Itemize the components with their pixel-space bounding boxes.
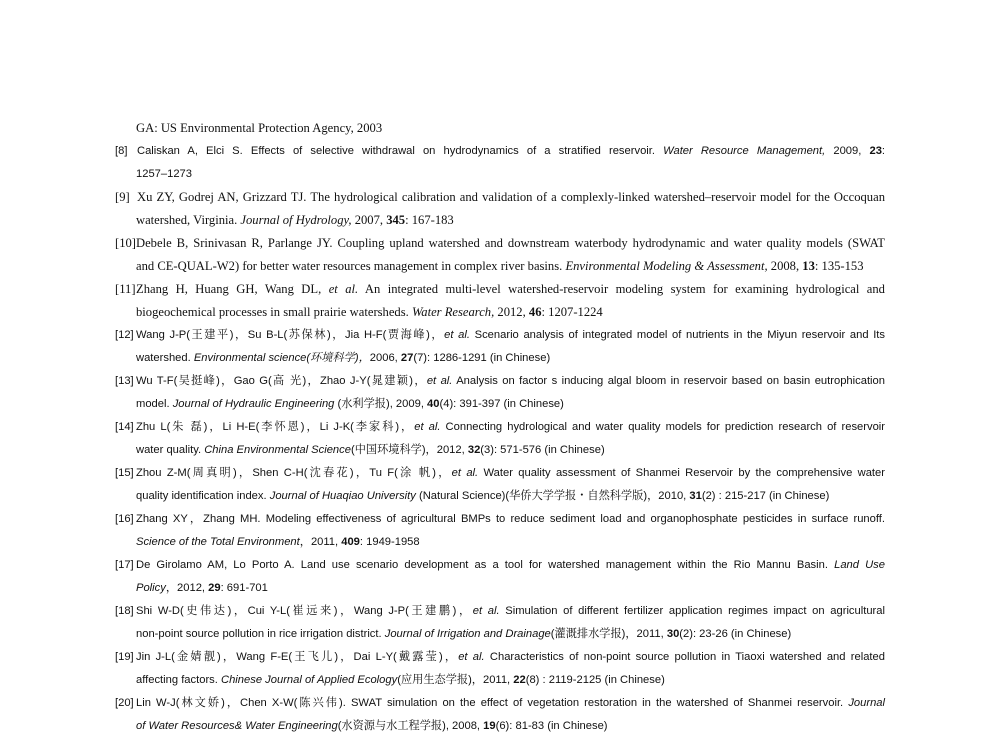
reference-17-line2: Policy，2012, 29: 691-701	[136, 582, 268, 594]
reference-13-line2: model. Journal of Hydraulic Engineering (水利学报), 2009, 40(4): 391-397 (in Chinese)	[136, 398, 564, 410]
reference-8: [8] Caliskan A, Elci S. Effects of selective withdrawal on hydrodynamics of a stratified reservoir. Water Resource Management, 2009, 23:	[115, 145, 886, 157]
reference-11: [11]Zhang H, Huang GH, Wang DL, et al. An integrated multi-level watershed-reservoir modeling system for examining hydrological and	[115, 282, 885, 296]
reference-10-line2: and CE-QUAL-W2) for better water resources management in complex river basins. Environmental Modeling & Assessment, 2008, 13: 135-153	[136, 259, 864, 273]
reference-12: [12] Wang J-P(王建平)，Su B-L(苏保林)，Jia H-F(贾海峰)，et al. Scenario analysis of integrated model of nutrients in the Miyun reservoir and Its	[115, 329, 886, 341]
reference-8-line2: 1257–1273	[136, 168, 192, 180]
reference-9: [9] Xu ZY, Godrej AN, Grizzard TJ. The hydrological calibration and validation of a complexly-linked watershed–reservoir model for the Occoquan	[115, 190, 885, 204]
reference-10: [10]Debele B, Srinivasan R, Parlange JY. Coupling upland watershed and downstream waterbody hydrodynamic and water quality models (SWAT	[115, 236, 885, 250]
reference-16: [16] Zhang XY，Zhang MH. Modeling effectiveness of agricultural BMPs to reduce sediment load and organophosphate pesticides in surface runoff.	[115, 513, 885, 525]
reference-11-line2: biogeochemical processes in small prairie watersheds. Water Research, 2012, 46: 1207-1224	[136, 305, 603, 319]
reference-18-line2: non-point source pollution in rice irrigation district. Journal of Irrigation and Drainage(灌溉排水学报)，2011, 30(2): 23-26 (in Chinese)	[136, 628, 792, 640]
reference-14-line2: water quality. China Environmental Science(中国环境科学)，2012, 32(3): 571-576 (in Chinese)	[136, 444, 605, 456]
reference-20-line2: of Water Resources& Water Engineering(水资源与水工程学报), 2008, 19(6): 81-83 (in Chinese)	[136, 720, 608, 732]
reference-15: [15] Zhou Z-M(周真明)，Shen C-H(沈春花)，Tu F(涂 帆)，et al. Water quality assessment of Shanmei Reservoir by the comprehensive water	[115, 467, 885, 479]
reference-19: [19] Jin J-L(金婧靓)，Wang F-E(王飞儿)，Dai L-Y(戴露莹)，et al. Characteristics of non-point source pollution in Tiaoxi watershed and related	[115, 651, 885, 663]
reference-19-line2: affecting factors. Chinese Journal of Applied Ecology(应用生态学报)，2011, 22(8) : 2119-2125 (in Chinese)	[136, 674, 665, 686]
reference-7-continuation: GA: US Environmental Protection Agency, 2003	[136, 121, 383, 135]
reference-17: [17] De Girolamo AM, Lo Porto A. Land use scenario development as a tool for watershed management within the Rio Mannu Basin. Land Use	[115, 559, 885, 571]
reference-18: [18] Shi W-D(史伟达)，Cui Y-L(崔远来)，Wang J-P(王建鹏)，et al. Simulation of different fertilizer application regimes impact on agricultural	[115, 605, 885, 617]
reference-9-line2: watershed, Virginia. Journal of Hydrology, 2007, 345: 167-183	[136, 213, 454, 227]
reference-14: [14] Zhu L(朱 磊)，Li H-E(李怀恩)，Li J-K(李家科)，et al. Connecting hydrological and water quality models for prediction research of reservoir	[115, 421, 886, 433]
reference-12-line2: watershed. Environmental science(环境科学)，2006, 27(7): 1286-1291 (in Chinese)	[136, 352, 551, 364]
reference-16-line2: Science of the Total Environment，2011, 409: 1949-1958	[136, 536, 420, 548]
reference-13: [13] Wu T-F(吴挺峰)，Gao G(高 光)，Zhao J-Y(晁建颖)，et al. Analysis on factor s inducing algal bloom in reservoir based on basin eutrophication	[115, 375, 885, 387]
reference-15-line2: quality identification index. Journal of Huaqiao University (Natural Science)(华侨大学学报・自然科学版)，2010, 31(2) : 215-217 (in Chinese)	[136, 490, 830, 502]
reference-20: [20] Lin W-J(林文娇)，Chen X-W(陈兴伟). SWAT simulation on the effect of vegetation restoration in the watershed of Shanmei reservoir. Journal	[115, 697, 886, 709]
